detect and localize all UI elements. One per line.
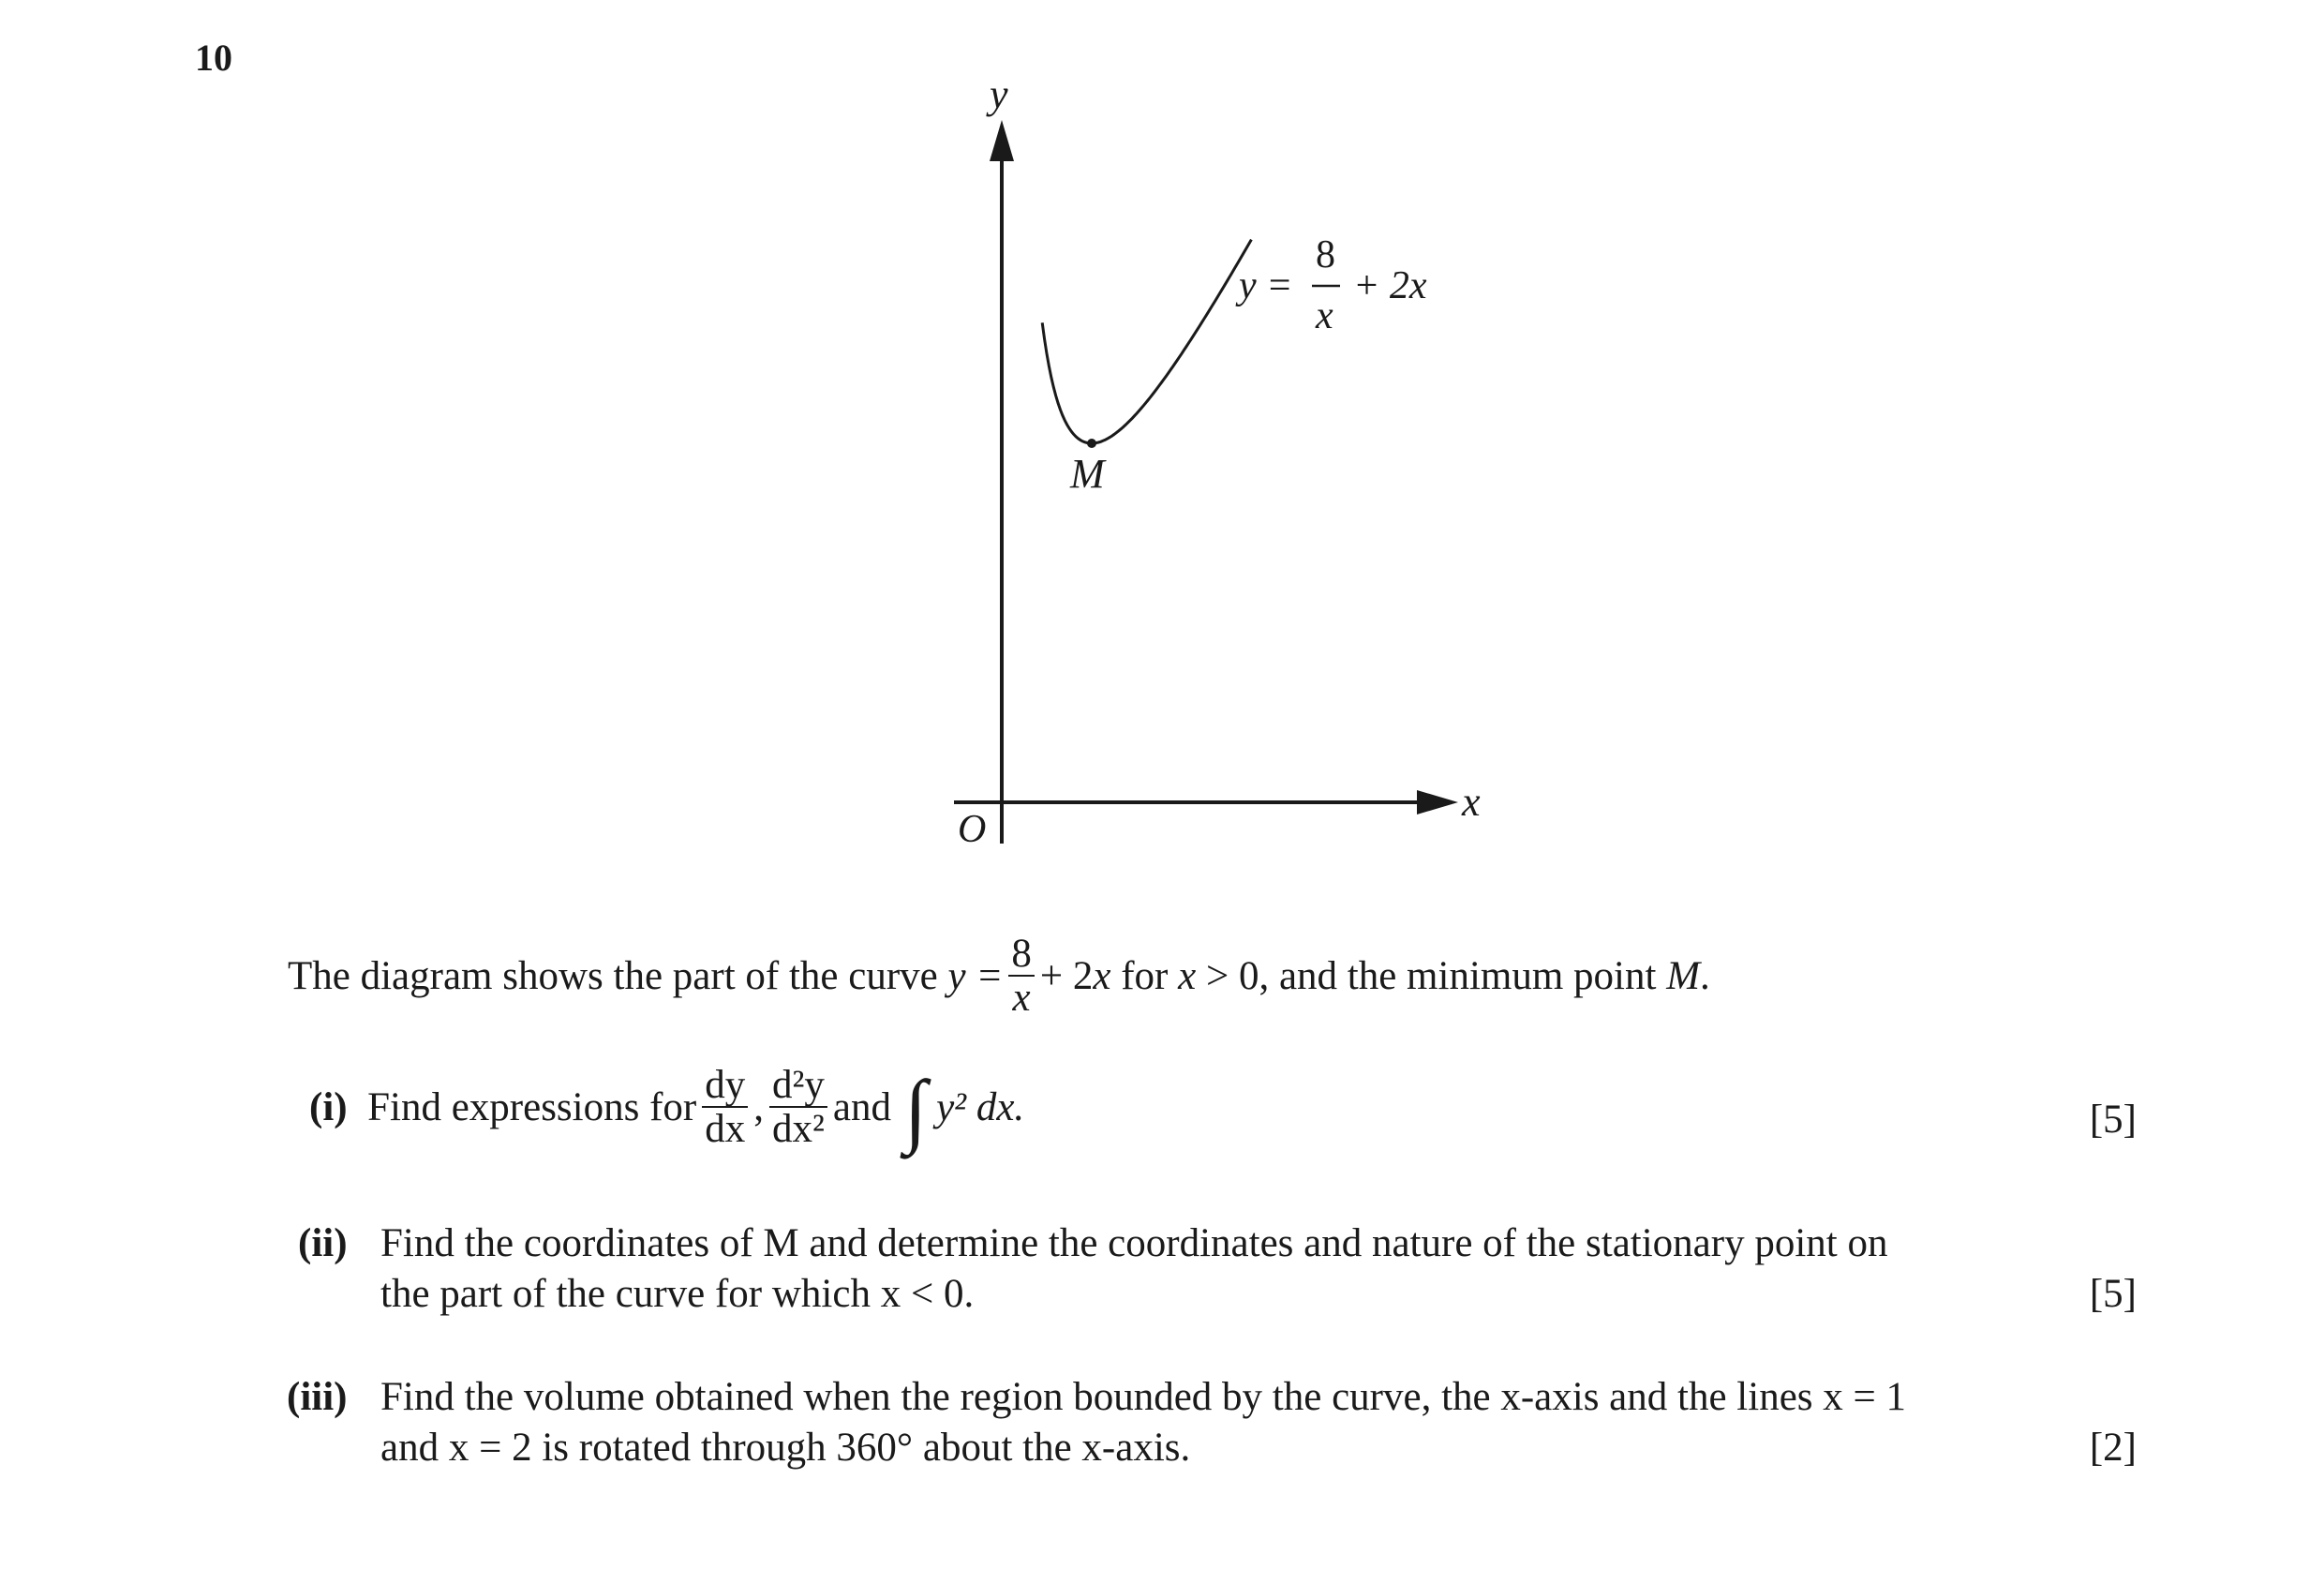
intro-y-eq: y =	[947, 953, 1004, 998]
dy-dx-fraction	[702, 1064, 748, 1150]
integral-sign: ∫	[903, 1065, 928, 1157]
part-ii-marks: [5]	[2089, 1272, 2137, 1316]
minimum-point-m	[1087, 439, 1096, 448]
part-iii-line1: Find the volume obtained when the region bounded by the curve, the x-axis and the lines x = 1	[380, 1375, 1907, 1419]
intro-m: M	[1666, 953, 1701, 998]
part-iii-line2: and x = 2 is rotated through 360° about the x-axis.	[380, 1426, 1191, 1470]
x-axis-label: x	[1462, 779, 1481, 825]
intro-x2: x	[1178, 953, 1197, 998]
part-ii	[298, 1220, 348, 1266]
second-derivative-fraction	[769, 1064, 827, 1150]
intro-for: for	[1121, 953, 1169, 998]
part-i	[309, 1063, 1025, 1157]
intro-sentence	[288, 933, 1710, 1019]
intro-fraction	[1008, 933, 1035, 1019]
part-i-comma: ,	[753, 1084, 764, 1129]
part-iii	[287, 1374, 347, 1420]
intro-end: .	[1700, 953, 1710, 998]
y-axis-label: y	[990, 71, 1008, 117]
origin-label: O	[958, 808, 987, 851]
part-i-marks: [5]	[2089, 1098, 2137, 1142]
part-i-and: and	[832, 1084, 891, 1129]
curve	[1042, 240, 1251, 443]
part-ii-label: (ii)	[298, 1221, 348, 1265]
part-ii-line2: the part of the curve for which x < 0.	[380, 1272, 975, 1316]
part-ii-line1: Find the coordinates of M and determine the coordinates and nature of the stationary point on	[380, 1221, 1888, 1265]
intro-fraction-denominator: x	[1012, 976, 1031, 1021]
part-iii-label: (iii)	[287, 1375, 348, 1419]
second-derivative-numerator: d²y	[769, 1064, 827, 1108]
second-derivative-denominator: dx²	[771, 1107, 825, 1152]
intro-fraction-numerator: 8	[1008, 933, 1035, 977]
part-i-text: Find expressions for	[367, 1084, 697, 1129]
curve-label-rhs: + 2x	[1353, 264, 1427, 307]
point-label-m: M	[1070, 451, 1105, 497]
x-axis-arrowhead	[1417, 790, 1458, 814]
intro-condition: > 0, and the minimum point	[1205, 953, 1657, 998]
intro-x1: x	[1093, 953, 1111, 998]
question-number: 10	[195, 37, 232, 79]
dy-dx-numerator: dy	[702, 1064, 748, 1108]
integrand: y² dx.	[936, 1084, 1025, 1129]
part-iii-marks: [2]	[2089, 1426, 2137, 1470]
curve-label-lhs: y =	[1239, 264, 1293, 307]
intro-plus-two: + 2	[1039, 953, 1094, 998]
curve-label-numerator: 8	[1316, 233, 1335, 276]
dy-dx-denominator: dx	[705, 1107, 746, 1152]
y-axis-arrowhead	[990, 120, 1014, 161]
curve-label-denominator: x	[1316, 294, 1333, 337]
intro-before: The diagram shows the part of the curve	[288, 953, 938, 998]
part-i-label: (i)	[309, 1084, 348, 1129]
